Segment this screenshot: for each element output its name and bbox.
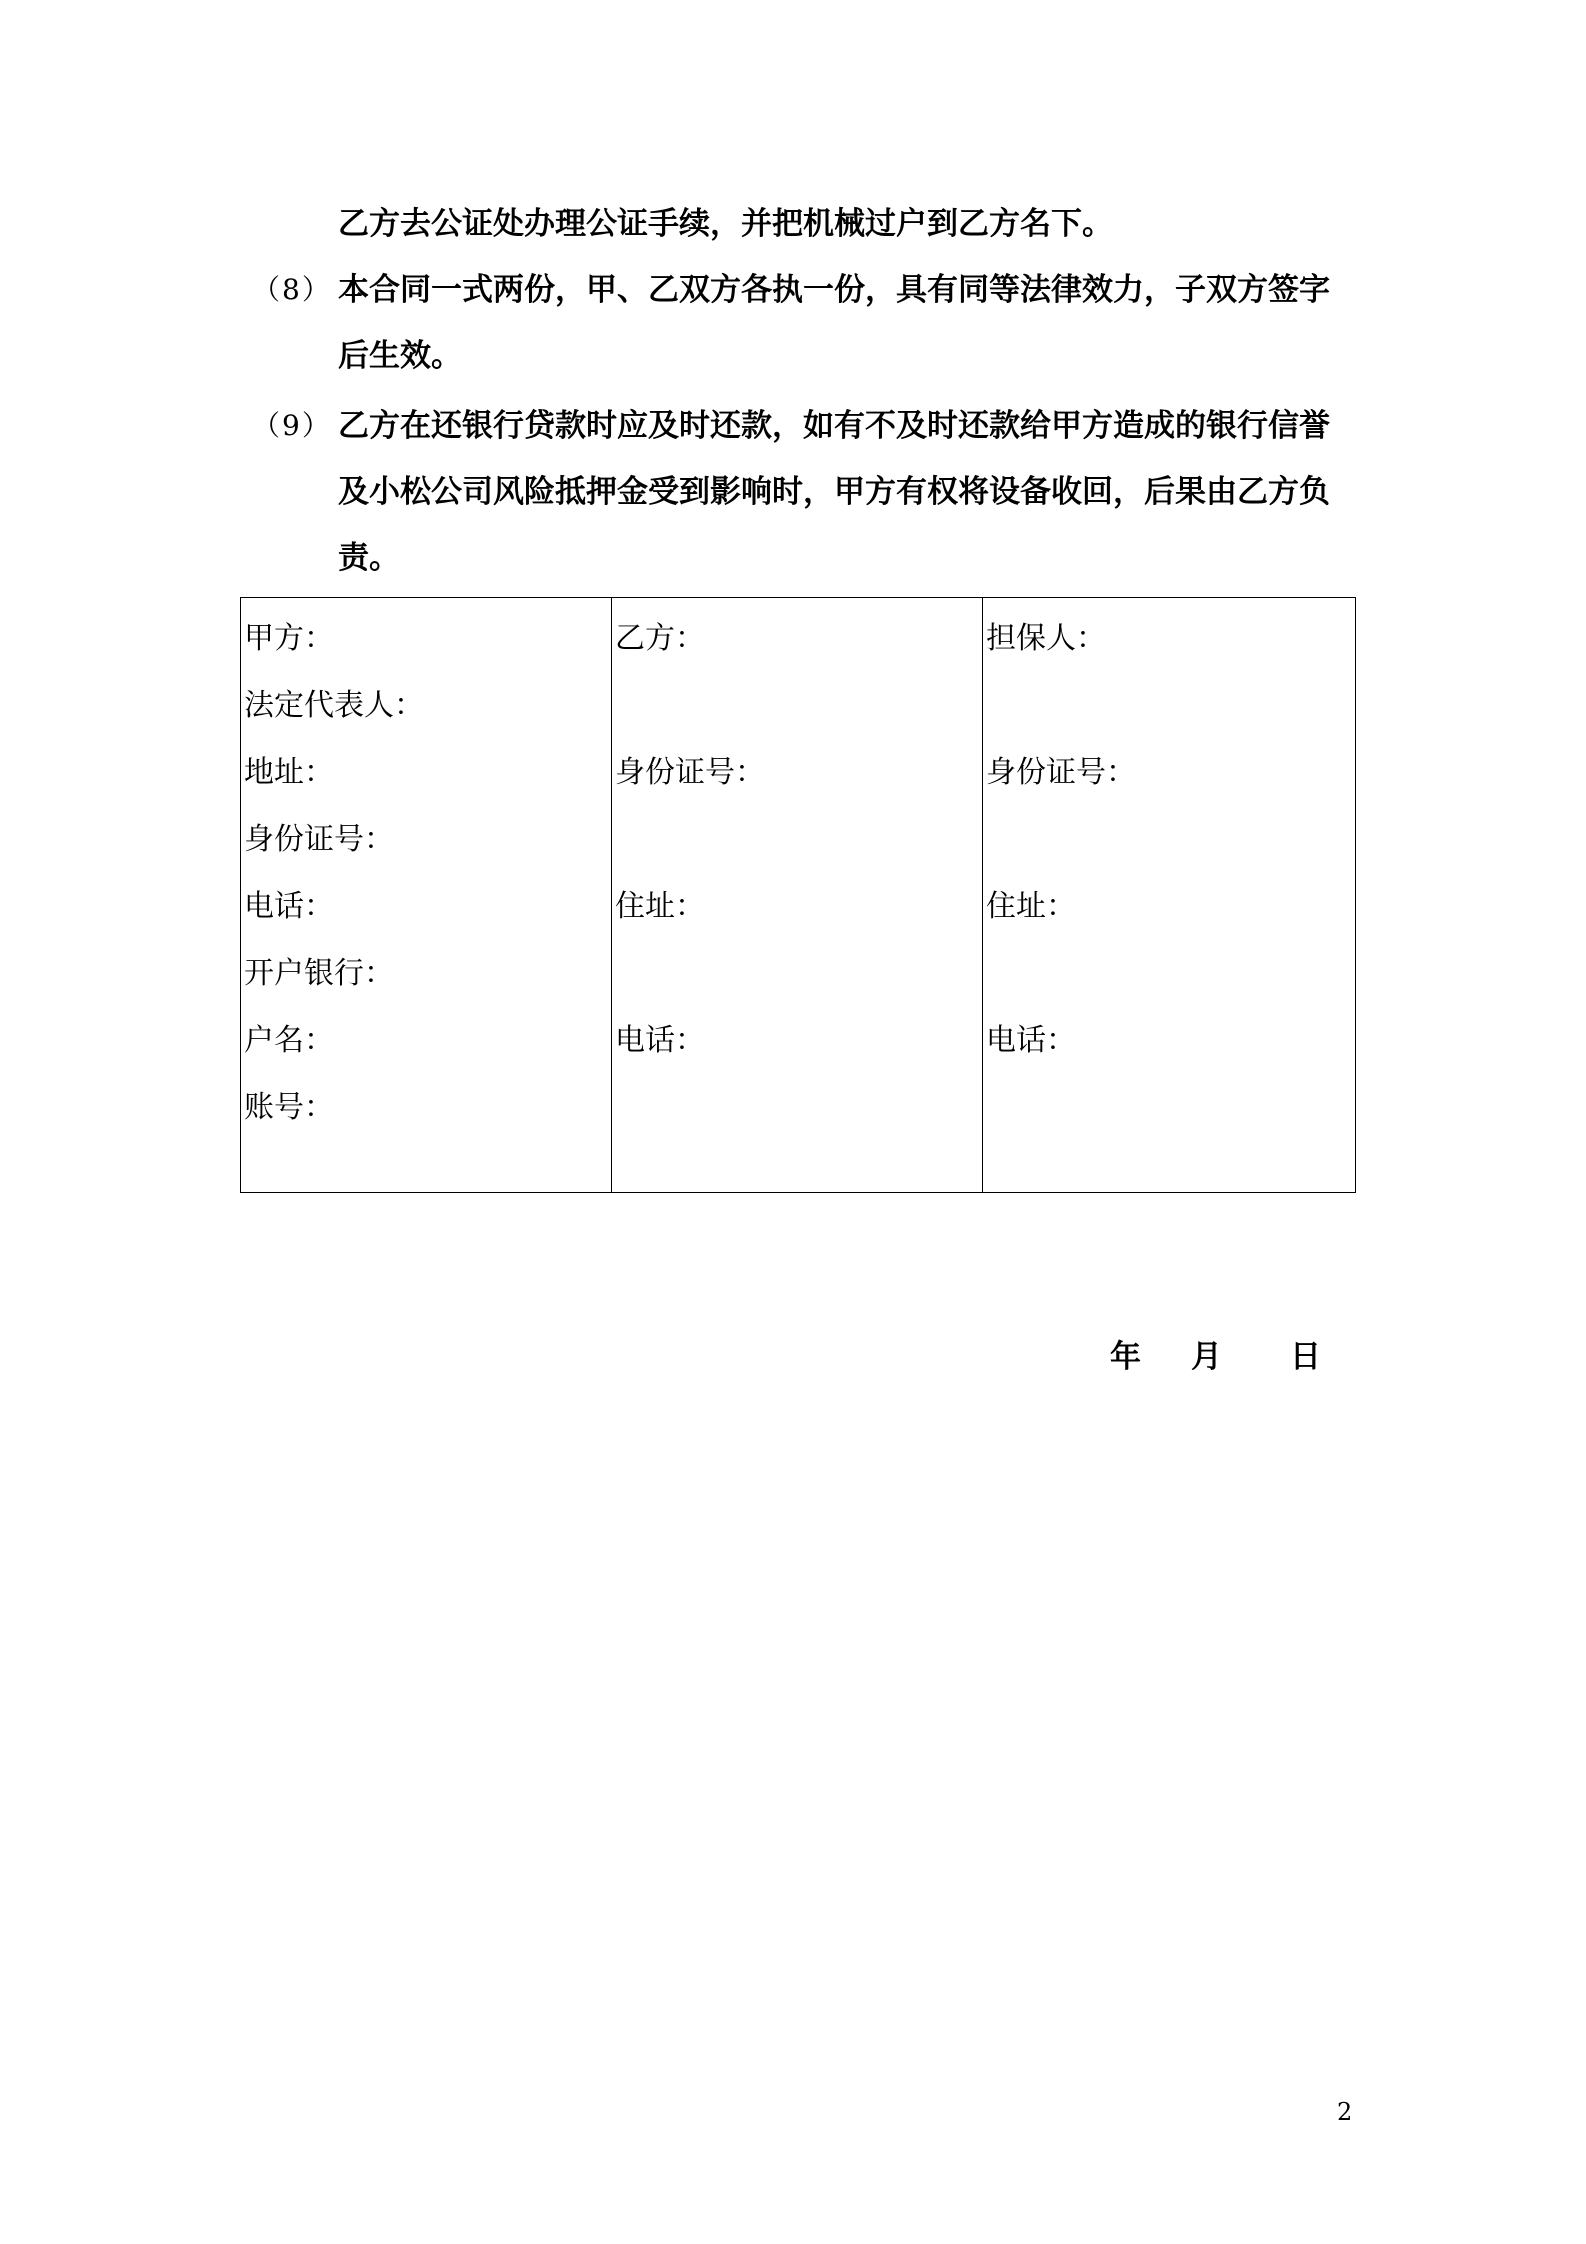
party-b-column [612, 598, 983, 1192]
party-b-id-label: 身份证号： [615, 755, 765, 790]
party-a-id-label: 身份证号： [244, 822, 394, 857]
clause-9-line-2: 及小松公司风险抵押金受到影响时，甲方有权将设备收回，后果由乙方负 [338, 474, 1330, 510]
party-a-title: 甲方： [244, 621, 334, 656]
party-b-residence-label: 住址： [615, 889, 705, 924]
guarantor-id-label: 身份证号： [986, 755, 1136, 790]
clause-9-line-3: 责。 [338, 540, 400, 576]
date-month: 月 [1191, 1339, 1222, 1375]
date-year: 年 [1110, 1339, 1141, 1375]
clause-9-line-1: 乙方在还银行贷款时应及时还款，如有不及时还款给甲方造成的银行信誉 [338, 408, 1330, 444]
clause-9-number: （9） [252, 409, 332, 442]
signature-table [240, 597, 1356, 1193]
party-a-legal-rep-label: 法定代表人： [244, 688, 424, 723]
party-b-phone-label: 电话： [615, 1023, 705, 1058]
party-a-column [241, 598, 612, 1192]
guarantor-column [983, 598, 1355, 1192]
page-number: 2 [1337, 2098, 1353, 2126]
clause-7-continuation: 乙方去公证处办理公证手续，并把机械过户到乙方名下。 [338, 206, 1113, 242]
clause-8-line-1: 本合同一式两份，甲、乙双方各执一份，具有同等法律效力，子双方签字 [338, 272, 1330, 308]
guarantor-residence-label: 住址： [986, 889, 1076, 924]
date-day: 日 [1290, 1339, 1321, 1375]
guarantor-phone-label: 电话： [986, 1023, 1076, 1058]
party-a-account-name-label: 户名： [244, 1023, 334, 1058]
party-b-title: 乙方： [615, 621, 705, 656]
guarantor-title: 担保人： [986, 621, 1106, 656]
party-a-bank-label: 开户银行： [244, 956, 394, 991]
party-a-account-number-label: 账号： [244, 1090, 334, 1125]
clause-8-line-2: 后生效。 [338, 338, 462, 374]
party-a-phone-label: 电话： [244, 889, 334, 924]
party-a-address-label: 地址： [244, 755, 334, 790]
clause-8-number: （8） [252, 273, 332, 306]
